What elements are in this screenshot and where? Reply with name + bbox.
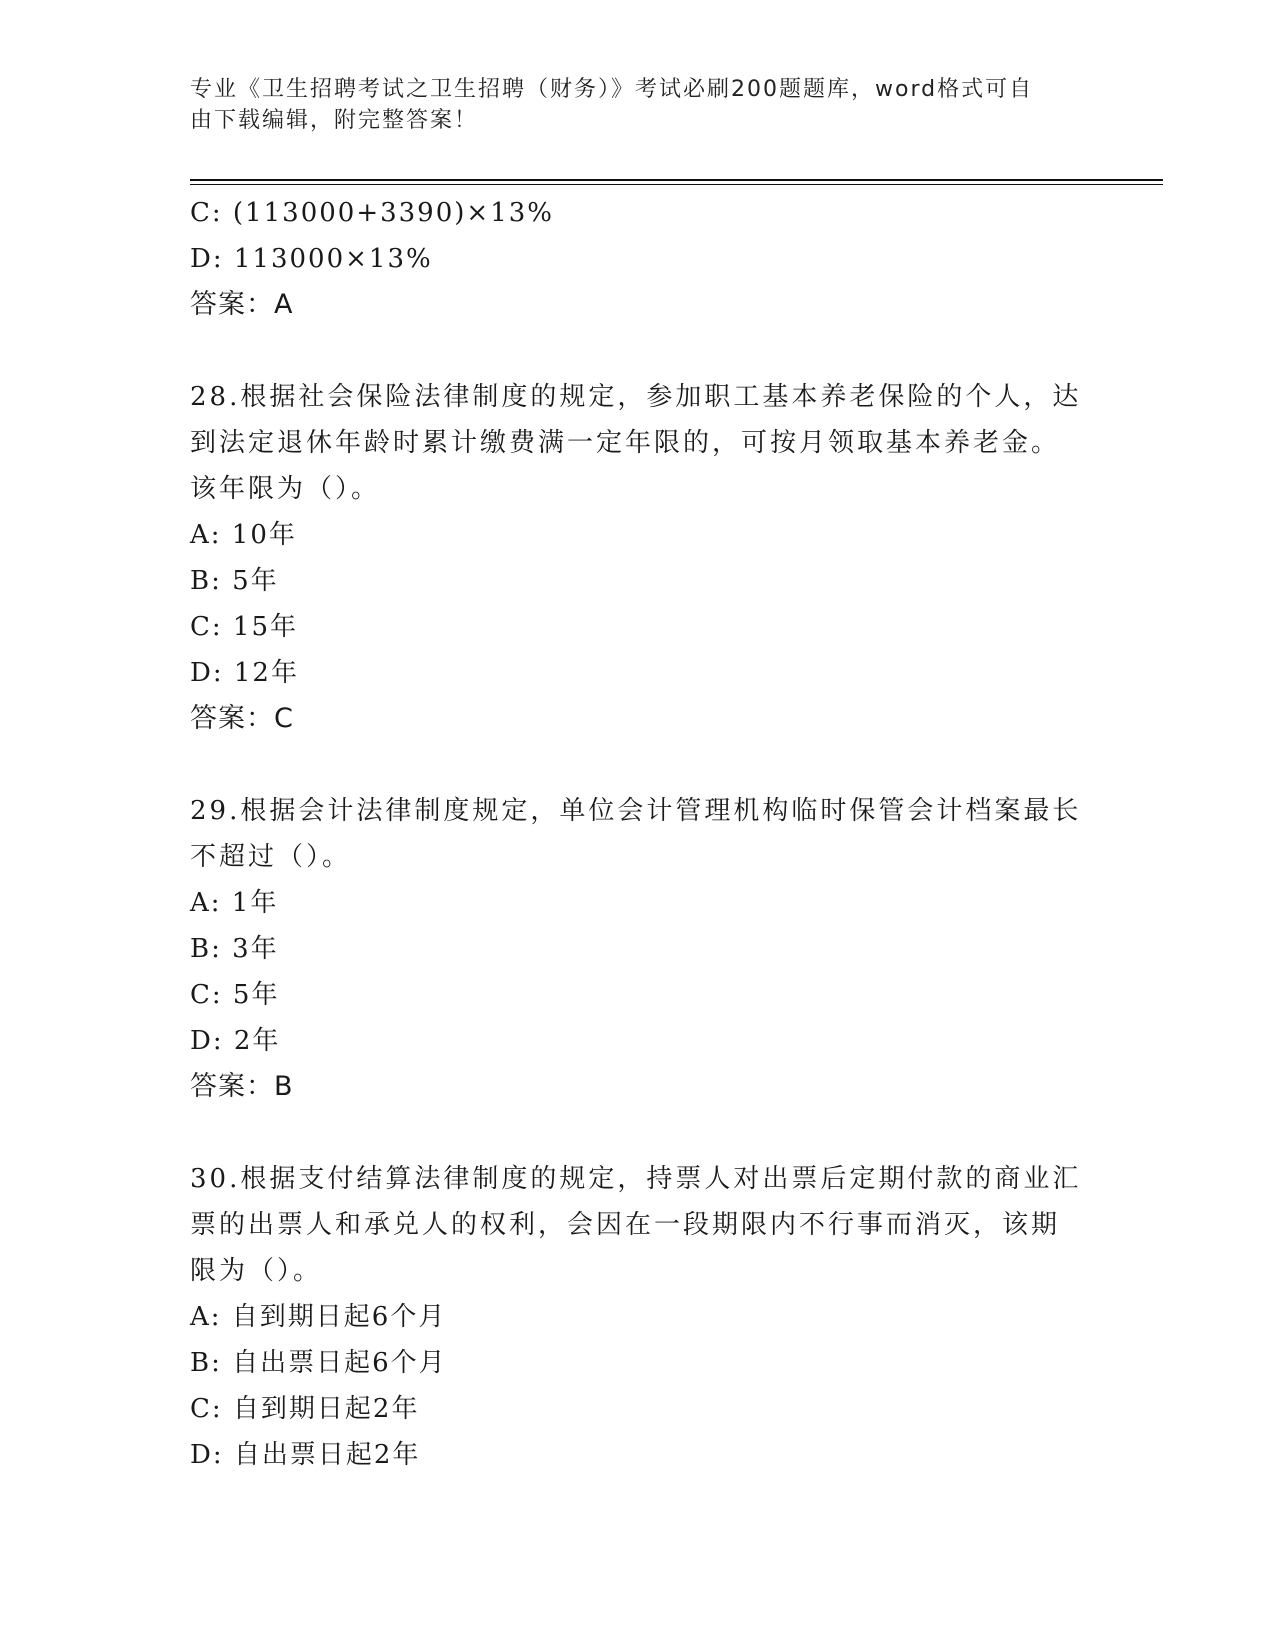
spacer xyxy=(190,1110,1090,1156)
option-b: B: 3年 xyxy=(190,934,279,964)
question-line: 限为（）。 xyxy=(190,1256,323,1286)
question-line: 不超过（）。 xyxy=(190,842,352,872)
option-c: C: 15年 xyxy=(190,612,299,642)
spacer xyxy=(190,742,1090,788)
question-28 xyxy=(190,374,1090,742)
option-a: A: 1年 xyxy=(190,888,279,918)
option-a: A: 自到期日起6个月 xyxy=(190,1302,447,1332)
answer: 答案：A xyxy=(190,289,294,320)
header-line-2: 由下载编辑，附完整答案！ xyxy=(190,108,479,133)
question-text xyxy=(190,374,1090,512)
option-d: D: 12年 xyxy=(190,658,299,688)
question-29 xyxy=(190,788,1090,1110)
question-line: 29.根据会计法律制度规定，单位会计管理机构临时保管会计档案最长 xyxy=(190,796,1082,826)
option-c: C: 自到期日起2年 xyxy=(190,1394,420,1424)
option-c: C: (113000+3390)×13% xyxy=(190,198,554,228)
option-b: B: 自出票日起6个月 xyxy=(190,1348,447,1378)
answer: 答案：C xyxy=(190,703,294,734)
question-line: 该年限为（）。 xyxy=(190,474,381,504)
question-line: 28.根据社会保险法律制度的规定，参加职工基本养老保险的个人，达 xyxy=(190,382,1082,412)
question-30 xyxy=(190,1156,1090,1478)
question-27 xyxy=(190,190,1090,328)
header-line-1: 专业《卫生招聘考试之卫生招聘（财务）》考试必刷200题题库，word格式可自 xyxy=(190,77,1034,102)
question-text xyxy=(190,788,1090,880)
document-header xyxy=(190,74,1090,136)
option-d: D: 113000×13% xyxy=(190,244,433,274)
question-text xyxy=(190,1156,1090,1294)
option-c: C: 5年 xyxy=(190,980,280,1010)
question-line: 到法定退休年龄时累计缴费满一定年限的，可按月领取基本养老金。 xyxy=(190,428,1061,458)
option-b: B: 5年 xyxy=(190,566,279,596)
option-a: A: 10年 xyxy=(190,520,297,550)
spacer xyxy=(190,328,1090,374)
answer: 答案：B xyxy=(190,1071,294,1102)
option-d: D: 自出票日起2年 xyxy=(190,1440,421,1470)
header-divider-thin xyxy=(190,184,1163,185)
question-list xyxy=(190,190,1090,1478)
question-line: 30.根据支付结算法律制度的规定，持票人对出票后定期付款的商业汇 xyxy=(190,1164,1082,1194)
header-divider-thick xyxy=(190,179,1163,181)
question-line: 票的出票人和承兑人的权利，会因在一段期限内不行事而消灭，该期 xyxy=(190,1210,1061,1240)
option-d: D: 2年 xyxy=(190,1026,281,1056)
